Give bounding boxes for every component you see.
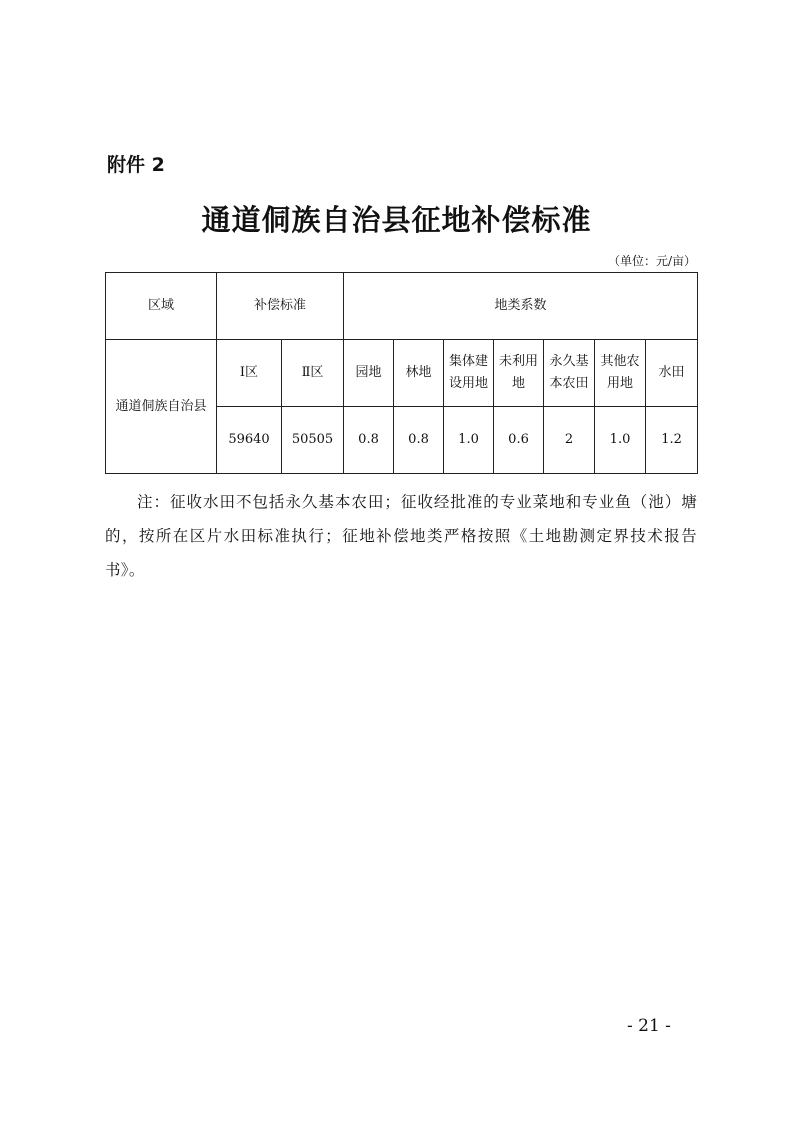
cell-unused: 0.6 bbox=[494, 407, 544, 474]
subheader-orchard: 园地 bbox=[344, 340, 394, 407]
cell-region: 通道侗族自治县 bbox=[106, 340, 217, 474]
table-header-row bbox=[106, 273, 698, 340]
subheader-other-agri bbox=[595, 340, 646, 407]
cell-zone2: 50505 bbox=[282, 407, 344, 474]
cell-other-agri: 1.0 bbox=[595, 407, 646, 474]
page-number: - 21 - bbox=[627, 1016, 671, 1036]
header-compensation-standard: 补偿标准 bbox=[217, 273, 344, 340]
subheader-unused-line1: 未利用 bbox=[499, 354, 539, 369]
subheader-zone2: Ⅱ区 bbox=[282, 340, 344, 407]
attachment-label: 附件 2 bbox=[107, 154, 165, 176]
subheader-permanent-farmland bbox=[544, 340, 595, 407]
header-land-coefficient: 地类系数 bbox=[344, 273, 698, 340]
subheader-permanent-farmland-line1: 永久基 bbox=[549, 354, 589, 369]
subheader-forest: 林地 bbox=[394, 340, 444, 407]
subheader-collective-construction bbox=[444, 340, 494, 407]
document-title: 通道侗族自治县征地补偿标准 bbox=[201, 203, 592, 237]
header-region: 区域 bbox=[106, 273, 217, 340]
table-subheader-row bbox=[106, 340, 698, 407]
subheader-zone1: Ⅰ区 bbox=[217, 340, 282, 407]
compensation-table bbox=[105, 272, 698, 474]
subheader-collective-construction-line1: 集体建 bbox=[449, 354, 489, 369]
subheader-unused bbox=[494, 340, 544, 407]
cell-permanent-farmland: 2 bbox=[544, 407, 595, 474]
cell-paddy: 1.2 bbox=[646, 407, 698, 474]
subheader-collective-construction-line2: 设用地 bbox=[449, 376, 489, 391]
cell-orchard: 0.8 bbox=[344, 407, 394, 474]
subheader-other-agri-line1: 其他农 bbox=[600, 354, 640, 369]
cell-collective-construction: 1.0 bbox=[444, 407, 494, 474]
cell-zone1: 59640 bbox=[217, 407, 282, 474]
subheader-other-agri-line2: 用地 bbox=[607, 376, 634, 391]
unit-note: （单位：元/亩） bbox=[607, 254, 696, 268]
subheader-paddy: 水田 bbox=[646, 340, 698, 407]
subheader-unused-line2: 地 bbox=[512, 376, 526, 391]
table-footnote: 注：征收水田不包括永久基本农田；征收经批准的专业菜地和专业鱼（池）塘的，按所在区片水田标准执行；征地补偿地类严格按照《土地勘测定界技术报告书》。 bbox=[105, 493, 697, 579]
cell-forest: 0.8 bbox=[394, 407, 444, 474]
subheader-permanent-farmland-line2: 本农田 bbox=[549, 376, 589, 391]
